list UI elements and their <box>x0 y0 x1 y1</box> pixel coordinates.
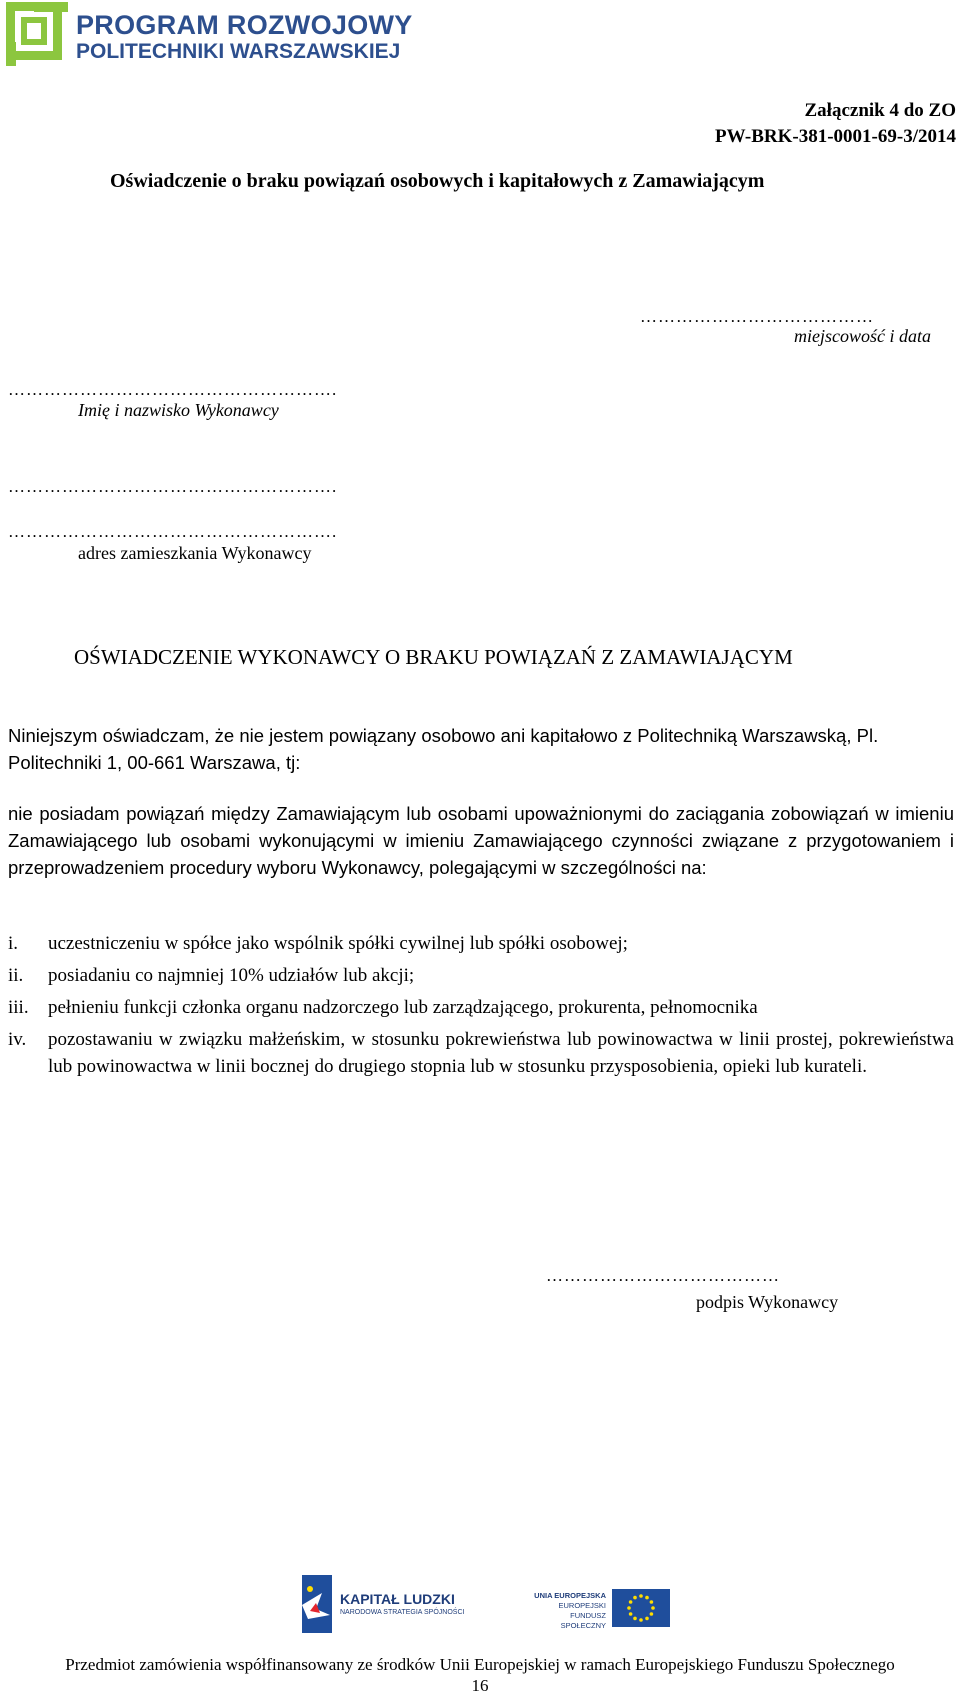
eu-line2: EUROPEJSKI <box>558 1601 606 1610</box>
list-item-text: posiadaniu co najmniej 10% udziałów lub akcji; <box>48 965 415 986</box>
list-item <box>8 1026 954 1080</box>
eu-line1: UNIA EUROPEJSKA <box>534 1591 606 1600</box>
statement-body: nie posiadam powiązań między Zamawiającym lub osobami upoważnionymi do zaciągania zobowiązań w imieniu Zamawiającego lub osobami wykonującymi w imieniu Zamawiającego czynności związane z przygotowaniem i przeprowadzeniem procedury wyboru Wykonawcy, polegającymi w szczególności na: <box>8 803 954 878</box>
program-logo <box>6 0 413 72</box>
address-label: adres zamieszkania Wykonawcy <box>78 543 312 563</box>
name-dots: ………………………………………………. <box>8 380 338 399</box>
cofinance-notice: Przedmiot zamówienia współfinansowany ze środków Unii Europejskiej w ramach Europejskiego Funduszu Społecznego <box>65 1655 895 1674</box>
eu-line3: FUNDUSZ SPOŁECZNY <box>560 1611 606 1630</box>
footer-logos <box>298 1575 678 1635</box>
page-number: 16 <box>471 1676 489 1695</box>
list-item-text: pozostawaniu w związku małżeńskim, w stosunku pokrewieństwa lub powinowactwa w linii prostej, pokrewieństwa lub powinowactwa w linii bocznej do drugiego stopnia lub w stosunku przysposobienia, opieki lub kurateli. <box>48 1029 954 1077</box>
place-date-label: miejscowość i data <box>794 326 931 346</box>
reference-number: PW-BRK-381-0001-69-3/2014 <box>715 126 956 147</box>
eu-text <box>526 1591 606 1631</box>
signature-dots: ………………………………… <box>546 1266 780 1285</box>
list-item-number: iv. <box>8 1029 27 1050</box>
logo-line1: PROGRAM ROZWOJOWY <box>76 10 413 40</box>
name-label: Imię i nazwisko Wykonawcy <box>78 400 279 420</box>
list-item-text: uczestniczeniu w spółce jako wspólnik spółki cywilnej lub spółki osobowej; <box>48 933 628 954</box>
relations-list <box>8 930 954 1085</box>
document-title: Oświadczenie o braku powiązań osobowych i kapitałowych z Zamawiającym <box>110 170 765 192</box>
kl-subtitle: NARODOWA STRATEGIA SPÓJNOŚCI <box>340 1609 465 1616</box>
annex-label: Załącznik 4 do ZO <box>804 100 956 121</box>
program-logo-icon <box>6 2 68 66</box>
eu-flag-icon <box>612 1589 670 1627</box>
kl-title: KAPITAŁ LUDZKI <box>340 1591 455 1607</box>
list-item <box>8 962 954 989</box>
kapital-ludzki-logo-icon <box>298 1575 334 1633</box>
statement-intro: Niniejszym oświadczam, że nie jestem powiązany osobowo ani kapitałowo z Politechniką Warszawską, Pl. Politechniki 1, 00-661 Warszawa, tj: <box>8 725 879 773</box>
list-item-number: iii. <box>8 997 29 1018</box>
list-item <box>8 930 954 957</box>
address-dots-2: ………………………………………………. <box>8 522 338 541</box>
place-date-dots: ………………………………… <box>640 307 874 326</box>
list-item-number: i. <box>8 933 19 954</box>
signature-label: podpis Wykonawcy <box>696 1292 839 1312</box>
address-dots-1: ………………………………………………. <box>8 477 338 496</box>
logo-line2: POLITECHNIKI WARSZAWSKIEJ <box>76 40 401 63</box>
list-item-text: pełnieniu funkcji członka organu nadzorczego lub zarządzającego, prokurenta, pełnomocnika <box>48 997 758 1018</box>
annex-reference <box>715 98 956 150</box>
list-item <box>8 994 954 1021</box>
list-item-number: ii. <box>8 965 24 986</box>
statement-heading: OŚWIADCZENIE WYKONAWCY O BRAKU POWIĄZAŃ Z ZAMAWIAJĄCYM <box>74 645 793 669</box>
